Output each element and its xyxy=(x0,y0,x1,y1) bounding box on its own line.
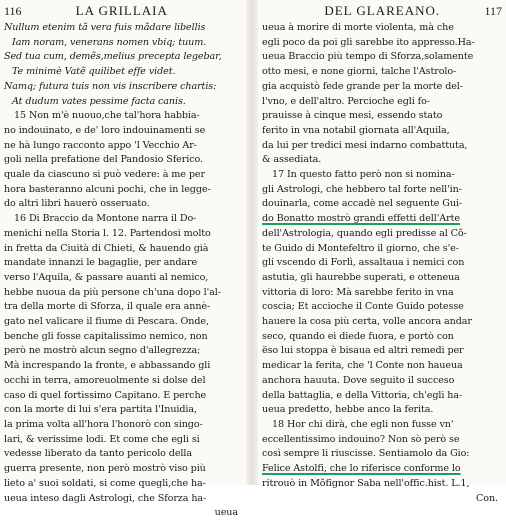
text-line: quale da ciascuno si può vedere: à me per xyxy=(4,169,205,181)
text-line: con la morte di lui s'era partita l'Inuidia, xyxy=(4,404,197,416)
text-line: gli Astrologi, che hebbero tal forte nell'in- xyxy=(262,183,462,195)
text-line: ueua à morire di morte violenta, mà che xyxy=(262,22,454,33)
text-line: in fretta da Ciuità di Chieti, & hauendo già xyxy=(4,242,209,254)
text-line: coscia; Et accioche il Conte Guido potesse xyxy=(262,301,464,313)
text-line: do altri libri hauerò osseruato. xyxy=(4,198,150,210)
verse-line: Iam noram, venerans nomen vbiq; tuum. xyxy=(12,36,207,48)
text-line: anchora hauuta. Dove seguito il succeso xyxy=(262,374,455,386)
text-line: caso di quel fortissimo Capitano. E perche xyxy=(4,389,207,401)
left-running-title: LA GRILLAIA xyxy=(75,3,168,18)
left-page xyxy=(4,3,242,519)
left-running-head xyxy=(4,4,242,21)
text-line: goli nella prefatione del Pandosio Sferico. xyxy=(4,154,203,166)
text-line: ueua inteso dagli Astrologi, che Sforza ha- xyxy=(4,492,207,504)
text-line: eccellentissimo indouino? Non sò però se xyxy=(262,433,460,445)
verse-line: Nullum etenim tã vera fuis mãdare libellis xyxy=(4,22,206,33)
text-line: 15 Non m'è nuouo,che tal'hora habbia- xyxy=(14,110,200,122)
text-line: però ne mostrò alcun segno d'allegrezza; xyxy=(4,345,201,357)
text-line: mandate innanzi le bagaglie, per andare xyxy=(4,257,198,269)
text-line: hora basteranno alcuni pochi, che in legge- xyxy=(4,183,211,195)
verse-block xyxy=(4,21,242,109)
text-line: astutia, gli haurebbe superati, e otteneua xyxy=(262,271,460,283)
text-line: hebbe nuoua da più persone ch'una dopo l'al- xyxy=(4,286,221,298)
verse-line: Sed tua cum, demẽs,melius precepta legebar, xyxy=(4,51,222,63)
text-line: & assediata. xyxy=(262,154,322,166)
text-line: egli poco da poi gli sarebbe ito appresso.Ha- xyxy=(262,36,475,48)
text-line: occhi in terra, amoreuolmente si dolse del xyxy=(4,374,206,386)
text-line: ne hà lungo racconto appo 'l Vecchio Ar- xyxy=(4,139,197,151)
right-running-title: DEL GLAREANO. xyxy=(324,3,441,18)
text-line: 18 Hor chi dirà, che egli non fusse vn' xyxy=(272,418,454,430)
text-line: da lui per tredici mesi indarno combattuta, xyxy=(262,139,468,151)
text-line: ëso lui stoppa è bisaua ed altri remedi per xyxy=(262,345,464,357)
book-gutter xyxy=(246,0,258,485)
right-page-number: 117 xyxy=(484,4,502,18)
right-page xyxy=(262,3,502,504)
text-line: no indouinato, e de' loro indouinamenti se xyxy=(4,124,206,136)
text-line: lari, & verissime lodi. Et come che egli si xyxy=(4,433,200,445)
text-line: gato nel valicare il fiume di Pescara. Onde, xyxy=(4,316,209,328)
text-line: ueua predetto, hebbe anco la ferita. xyxy=(262,404,434,416)
text-line: 16 Di Braccio da Montone narra il Do- xyxy=(14,213,197,225)
verse-line: Te minimè Vatẽ quilibet effe videt. xyxy=(12,66,176,78)
catchword: ueua xyxy=(214,507,238,519)
text-line: vedesse liberato da tanto pericolo della xyxy=(4,448,192,460)
text-line: Mà increspando la fronte, e abbassando gli xyxy=(4,360,211,372)
text-line: tra della morte di Sforza, il quale era annè- xyxy=(4,301,211,313)
text-line: ueua Braccio più tempo di Sforza,solamente xyxy=(262,51,474,63)
text-line: vittoria di loro: Mà sarebbe ferito in vna xyxy=(262,286,454,298)
text-line: ritrouò in Mõfignor Saba nell'offic.hist. L.1, xyxy=(262,477,470,489)
verse-line: At dudum vates pessime facta canis. xyxy=(12,95,186,107)
text-line: douinarla, come accadè nel seguente Gui- xyxy=(262,198,463,210)
text-line: guerra presente, non però mostrò viso più xyxy=(4,463,206,475)
text-line: otto mesi, e none giorni, talche l'Astrolo- xyxy=(262,66,457,78)
text-line: medicar la ferita, che 'l Conte non haueua xyxy=(262,360,463,372)
text-line: benche gli fosse capitalissimo nemico, non xyxy=(4,330,208,342)
text-line: l'vno, e dell'altro. Percioche egli fo- xyxy=(262,95,430,107)
verse-line: Namq; futura tuis non vis inscribere chartis: xyxy=(4,80,217,92)
text-line: della battaglia, e della Vittoria, ch'egli ha- xyxy=(262,389,463,401)
text-line: così sempre li riuscisse. Sentiamolo da Gio: xyxy=(262,448,470,460)
left-prose xyxy=(4,109,242,521)
text-line: lieto a' suoi soldati, si come quegli,che ha- xyxy=(4,477,206,489)
text-line: gli vscendo di Forlì, assaltaua i nemici con xyxy=(262,257,465,269)
text-line: la prima volta all'hora l'honorò con singo- xyxy=(4,418,203,430)
highlighted-text-line: Felice Astolfi, che lo riferisce conforme lo xyxy=(262,463,461,475)
text-line: prauisse à cinque mesi, essendo stato xyxy=(262,110,443,122)
catchword: Con. xyxy=(476,492,498,504)
text-line: menichi nella Storia l. 12. Partendosi molto xyxy=(4,227,211,239)
text-line: ferito in vna notabil giornata all'Aquila, xyxy=(262,124,450,136)
text-line: hauere la cosa più certa, volle ancora andar xyxy=(262,316,472,328)
text-line: 17 In questo fatto però non si nomina- xyxy=(272,169,455,181)
right-prose xyxy=(262,21,502,506)
text-line: dell'Astrologia, quando egli predisse al Cõ- xyxy=(262,227,467,239)
text-line: verso l'Aquila, & passare auanti al nemico, xyxy=(4,271,209,283)
text-line: gia acquistò fede grande per la morte del- xyxy=(262,80,463,92)
text-line: seco, quando ei diede fuora, e portò con xyxy=(262,330,454,342)
text-line: te Guido di Montefeltro il giorno, che s'e- xyxy=(262,242,459,254)
left-page-number: 116 xyxy=(4,4,22,18)
highlighted-text-line: do Bonatto mostrò grandi effetti dell'Arte xyxy=(262,213,460,225)
right-running-head xyxy=(262,4,502,21)
